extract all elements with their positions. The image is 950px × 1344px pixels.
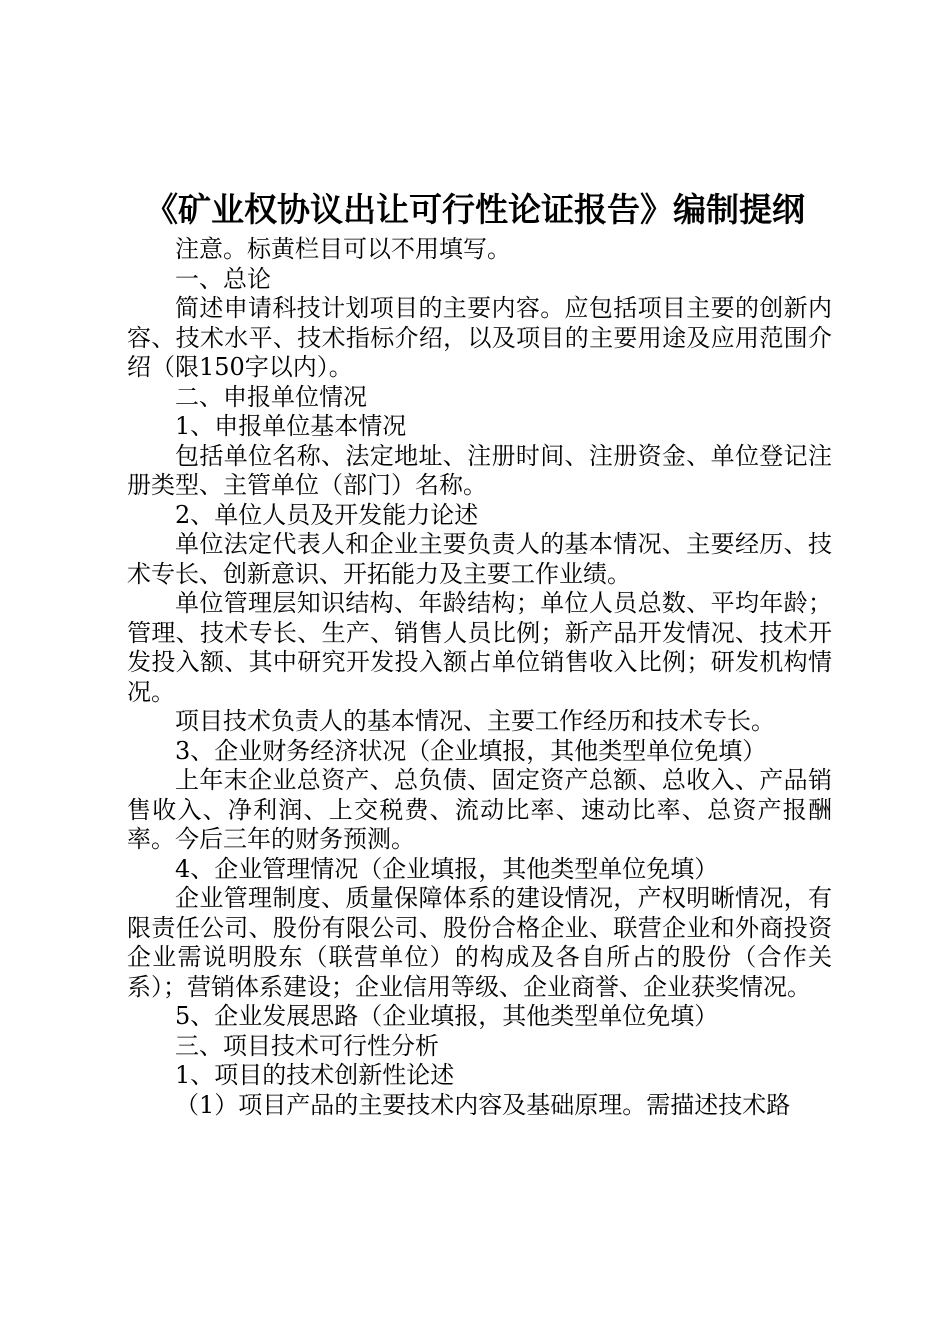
paragraph: 企业管理制度、质量保障体系的建设情况，产权明晰情况，有限责任公司、股份有限公司、股份合格企业、联营企业和外商投资企业需说明股东（联营单位）的构成及各自所占的股份（合作关系）；营销体系建设；企业信用等级、企业商誉、企业获奖情况。 [127,884,832,1001]
paragraph: 简述申请科技计划项目的主要内容。应包括项目主要的创新内容、技术水平、技术指标介绍，以及项目的主要用途及应用范围介绍（限150字以内）。 [127,294,832,381]
heading-section-3: 三、项目技术可行性分析 [175,1031,439,1060]
heading-subsection: 1、申报单位基本情况 [175,412,407,440]
paragraph: 项目技术负责人的基本情况、主要工作经历和技术专长。 [175,707,775,735]
heading-subsection: 5、企业发展思路（企业填报，其他类型单位免填） [175,1002,719,1030]
heading-subsection: 2、单位人员及开发能力论述 [175,500,479,529]
paragraph: （1）项目产品的主要技术内容及基础原理。需描述技术路 [175,1090,791,1119]
paragraph: 包括单位名称、法定地址、注册时间、注册资金、单位登记注册类型、主管单位（部门）名称。 [127,441,832,499]
heading-subsection: 3、企业财务经济状况（企业填报，其他类型单位免填） [175,736,767,765]
document-title: 《矿业权协议出让可行性论证报告》编制提纲 [145,190,805,229]
heading-subsection: 4、企业管理情况（企业填报，其他类型单位免填） [175,854,719,883]
document-body [127,235,832,1120]
paragraph: 单位法定代表人和企业主要负责人的基本情况、主要经历、技术专长、创新意识、开拓能力及主要工作业绩。 [127,530,832,588]
paragraph: 单位管理层知识结构、年龄结构；单位人员总数、平均年龄；管理、技术专长、生产、销售人员比例；新产品开发情况、技术开发投入额、其中研究开发投入额占单位销售收入比例；研发机构情况。 [127,589,832,706]
heading-subsection: 1、项目的技术创新性论述 [175,1061,455,1089]
paragraph-note: 注意。标黄栏目可以不用填写。 [175,235,511,263]
heading-section-1: 一、总论 [175,264,271,293]
heading-section-2: 二、申报单位情况 [175,382,367,411]
paragraph: 上年末企业总资产、总负债、固定资产总额、总收入、产品销售收入、净利润、上交税费、流动比率、速动比率、总资产报酬率。今后三年的财务预测。 [127,766,832,853]
